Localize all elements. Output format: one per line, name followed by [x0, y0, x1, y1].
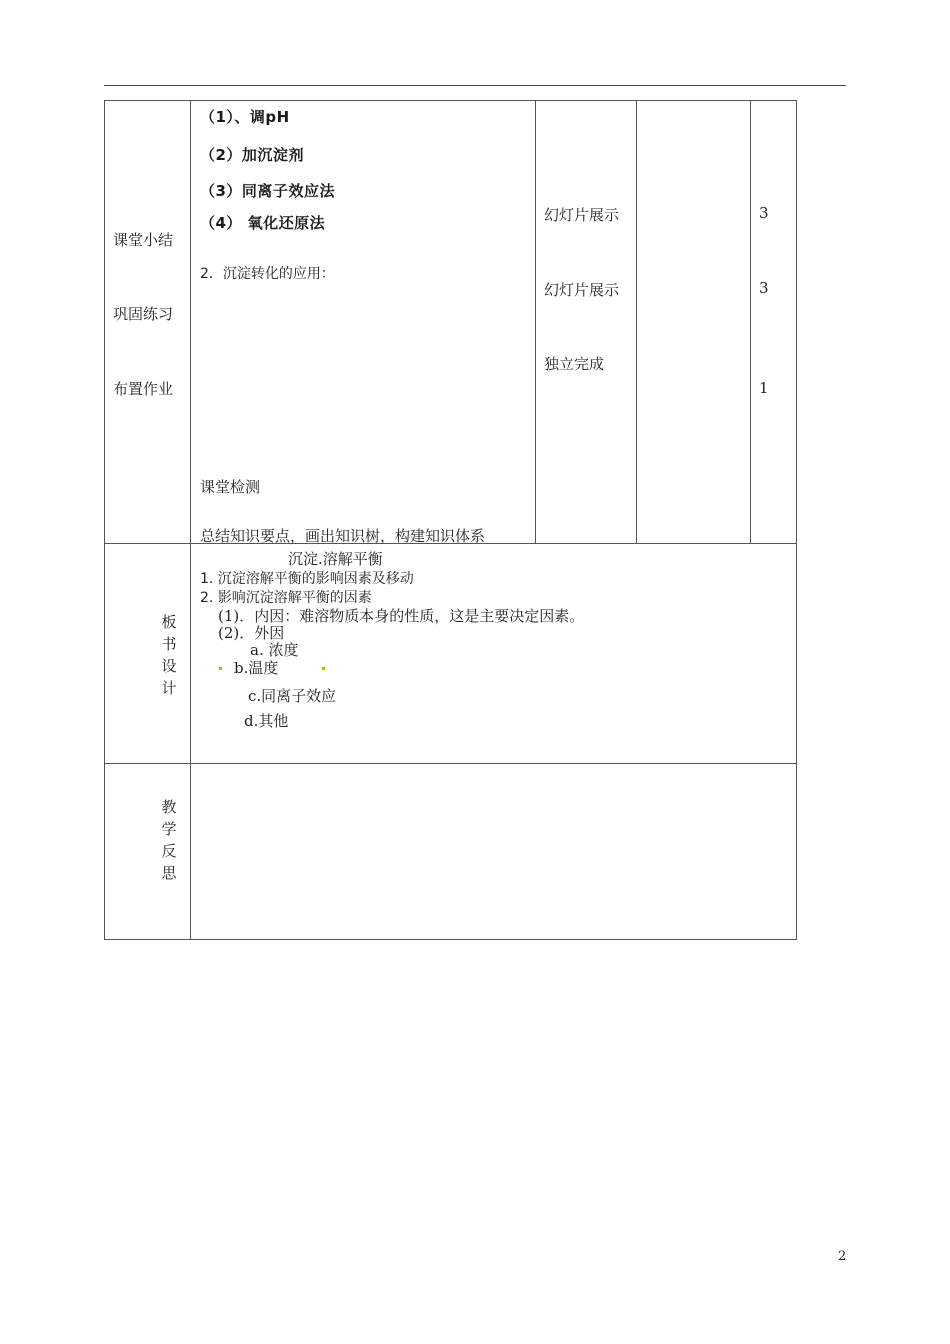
board-line-1: 1. 沉淀溶解平衡的影响因素及移动: [200, 571, 414, 587]
page-number: 2: [838, 1249, 847, 1264]
class-test-label: 课堂检测: [200, 478, 261, 496]
marker-dot: [322, 667, 325, 670]
header-rule: [104, 85, 846, 86]
board-item-a: a. 浓度: [250, 641, 299, 659]
summary-item-3: （3）同离子效应法: [200, 182, 335, 200]
board-item-c: c.同离子效应: [248, 687, 337, 705]
label-homework: 布置作业: [113, 380, 174, 398]
minutes-1: 3: [759, 204, 769, 222]
label-consolidation: 巩固练习: [113, 305, 174, 323]
activity-1: 幻灯片展示: [544, 206, 620, 224]
board-item-d: d.其他: [244, 712, 289, 730]
board-line-2: 2. 影响沉淀溶解平衡的因素: [200, 590, 372, 606]
precipitation-conversion: 2．沉淀转化的应用：: [200, 266, 335, 282]
activity-3: 独立完成: [544, 355, 605, 373]
summary-instruction: 总结知识要点，画出知识树，构建知识体系: [200, 527, 486, 545]
summary-item-2: （2）加沉淀剂: [200, 146, 304, 164]
label-class-summary: 课堂小结: [113, 231, 174, 249]
activity-2: 幻灯片展示: [544, 281, 620, 299]
board-line-external: (2)．外因: [218, 624, 285, 642]
minutes-3: 1: [759, 379, 769, 397]
summary-item-1: （1）、调pH: [200, 108, 290, 126]
board-item-b: b.温度: [234, 659, 279, 677]
board-title: 沉淀.溶解平衡: [288, 550, 383, 568]
board-design-label: 板 书 设 计: [161, 613, 177, 697]
board-line-internal: (1)．内因：难溶物质本身的性质，这是主要决定因素。: [218, 607, 585, 625]
minutes-2: 3: [759, 279, 769, 297]
teaching-reflection-label: 教 学 反 思: [161, 798, 177, 882]
summary-item-4: （4） 氧化还原法: [200, 214, 326, 232]
marker-dot: [219, 667, 222, 670]
